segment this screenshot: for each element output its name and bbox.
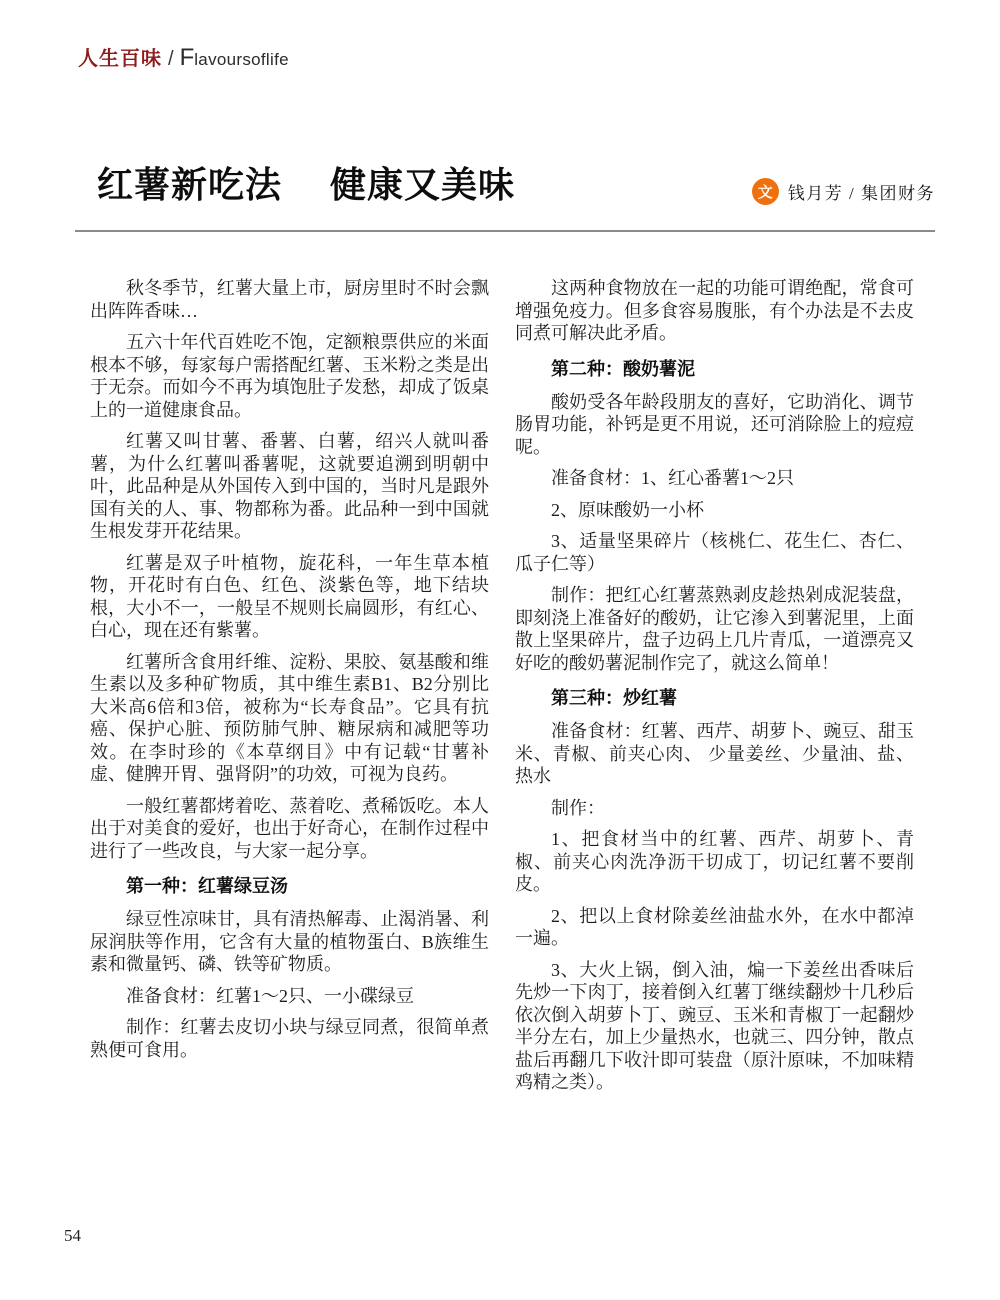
- masthead-category-en: [180, 44, 289, 72]
- body-paragraph: 秋冬季节，红薯大量上市，厨房里时不时会飘出阵阵香味…: [90, 278, 489, 321]
- section-heading: 第二种：酸奶薯泥: [551, 358, 695, 379]
- body-paragraph: 准备食材：红薯1～2只、一小碟绿豆: [126, 985, 414, 1006]
- title-row: [97, 163, 935, 206]
- page-number: 54: [64, 1226, 81, 1245]
- body-paragraph: 准备食材：红薯、西芹、胡萝卜、豌豆、甜玉米、青椒、前夹心肉、 少量姜丝、少量油、盐、热水: [515, 721, 914, 786]
- body-paragraph: 红薯是双子叶植物，旋花科，一年生草本植物，开花时有白色、红色、淡紫色等，地下结块根，大小不一，一般呈不规则长扁圆形，有红心、白心，现在还有紫薯。: [90, 552, 489, 640]
- masthead-en-initial: F: [179, 44, 195, 71]
- title-divider: [75, 230, 935, 232]
- body-paragraph: 制作：把红心红薯蒸熟剥皮趁热剁成泥装盘，即刻浇上准备好的酸奶，让它渗入到薯泥里，上面散上坚果碎片，盘子边码上几片青瓜，一道漂亮又好吃的酸奶薯泥制作完了，就这么简单！: [515, 585, 914, 673]
- masthead: [78, 42, 289, 72]
- body-paragraph: 2、把以上食材除姜丝油盐水外，在水中都淖一遍。: [515, 905, 914, 948]
- right-column: [515, 277, 914, 1103]
- author-name: 钱月芳 / 集团财务: [787, 184, 935, 204]
- body-paragraph: 制作：红薯去皮切小块与绿豆同煮，很简单煮熟便可食用。: [90, 1017, 489, 1060]
- article-title: 红薯新吃法 健康又美味: [97, 164, 516, 205]
- masthead-category-cn: 人生百味: [78, 48, 162, 70]
- body-paragraph: 制作：: [551, 797, 605, 818]
- section-heading: 第一种：红薯绿豆汤: [126, 876, 288, 896]
- body-paragraph: 红薯又叫甘薯、番薯、白薯，绍兴人就叫番薯，为什么红薯叫番薯呢，这就要追溯到明朝中叶，此品种是从外国传入到中国的，当时凡是跟外国有关的人、事、物都称为番。此品种一到中国就生根发芽开花结果。: [90, 431, 489, 541]
- body-paragraph: 酸奶受各年龄段朋友的喜好，它助消化、调节肠胃功能，补钙是更不用说，还可消除脸上的痘痘呢。: [515, 391, 914, 457]
- body-paragraph: 3、适量坚果碎片（核桃仁、花生仁、杏仁、瓜子仁等）: [515, 531, 914, 574]
- body-paragraph: 一般红薯都烤着吃、蒸着吃、煮稀饭吃。本人出于对美食的爱好，也出于好奇心，在制作过程中进行了一些改良，与大家一起分享。: [90, 795, 489, 861]
- body-paragraph: 1、把食材当中的红薯、西芹、胡萝卜、青椒、前夹心肉洗净沥干切成丁，切记红薯不要削皮。: [515, 829, 914, 894]
- body-paragraph: 这两种食物放在一起的功能可谓绝配，常食可增强免疫力。但多食容易腹胀，有个办法是不去皮同煮可解决此矛盾。: [515, 278, 914, 343]
- body-paragraph: 绿豆性凉味甘，具有清热解毒、止渴消暑、利尿润肤等作用，它含有大量的植物蛋白、B族维生素和微量钙、磷、铁等矿物质。: [90, 909, 489, 974]
- article-body: [90, 277, 914, 1103]
- body-paragraph: 红薯所含食用纤维、淀粉、果胶、氨基酸和维生素以及多种矿物质，其中维生素B1、B2分别比大米高6倍和3倍，被称为“长寿食品”。它具有抗癌、保护心脏、预防肺气肿、糖尿病和减肥等功效。在李时珍的《本草纲目》中有记载“甘薯补虚、健脾开胃、强肾阴”的功效，可视为良药。: [90, 651, 489, 784]
- byline: [752, 178, 935, 205]
- body-paragraph: 准备食材：1、红心番薯1～2只: [551, 468, 794, 488]
- left-column: [90, 277, 489, 1103]
- section-heading: 第三种：炒红薯: [551, 688, 677, 708]
- body-paragraph: 2、原味酸奶一小杯: [551, 499, 704, 520]
- masthead-slash: /: [168, 48, 174, 70]
- author-badge-icon: 文: [752, 178, 779, 205]
- masthead-en-rest: lavoursoflife: [194, 50, 289, 69]
- body-paragraph: 3、大火上锅，倒入油，煸一下姜丝出香味后先炒一下肉丁，接着倒入红薯丁继续翻炒十几秒后依次倒入胡萝卜丁、豌豆、玉米和青椒丁一起翻炒半分左右，加上少量热水，也就三、四分钟，散点盐后再翻几下收汁即可装盘（原汁原味，不加味精鸡精之类）。: [515, 959, 914, 1092]
- body-paragraph: 五六十年代百姓吃不饱，定额粮票供应的米面根本不够，每家每户需搭配红薯、玉米粉之类是出于无奈。而如今不再为填饱肚子发愁，却成了饭桌上的一道健康食品。: [90, 332, 489, 420]
